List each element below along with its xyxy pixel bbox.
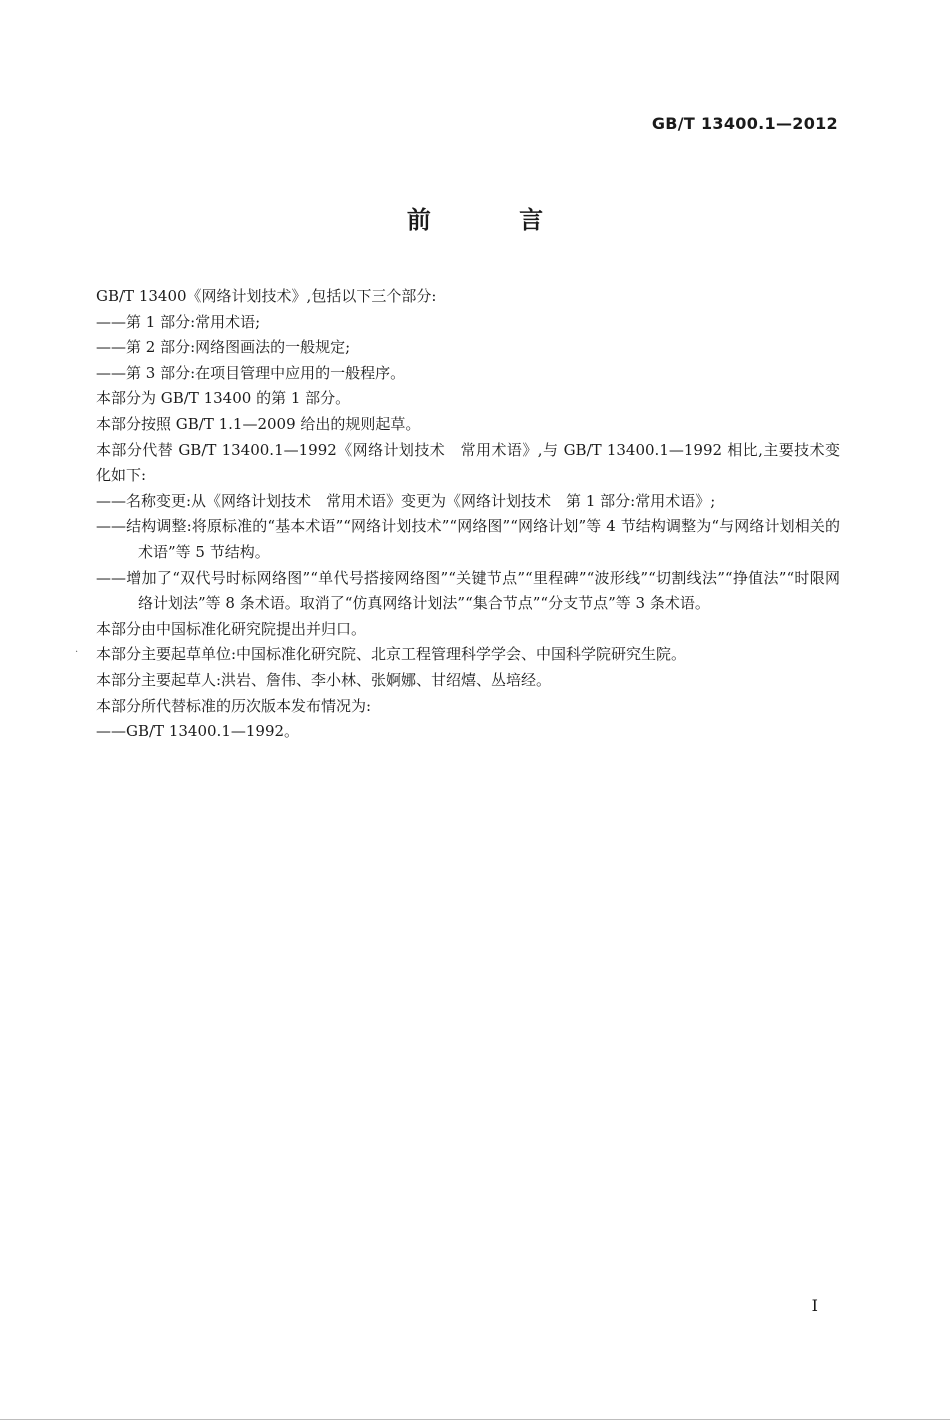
page-bottom-edge — [0, 1419, 950, 1420]
paragraph-history: 本部分所代替标准的历次版本发布情况为: — [96, 696, 372, 715]
paragraph-replacement: 本部分代替 GB/T 13400.1—1992《网络计划技术 常用术语》,与 GB/T 13400.1—1992 相比,主要技术变化如下: — [96, 440, 840, 485]
list-item-previous-edition: ——GB/T 13400.1—1992。 — [96, 722, 300, 741]
paragraph-drafters: 本部分主要起草人:洪岩、詹伟、李小林、张婀娜、甘绍熺、丛培经。 — [96, 670, 552, 689]
list-item-name-change: ——名称变更:从《网络计划技术 常用术语》变更为《网络计划技术 第 1 部分:常用术语》; — [96, 491, 716, 510]
list-item-structure-change: ——结构调整:将原标准的“基本术语”“网络计划技术”“网络图”“网络计划”等 4 节结构调整为“与网络计划相关的术语”等 5 节结构。 — [96, 517, 840, 561]
paragraph-proposer: 本部分由中国标准化研究院提出并归口。 — [96, 619, 367, 638]
paragraph-intro: GB/T 13400《网络计划技术》,包括以下三个部分: — [96, 287, 437, 305]
page-title: 前 言 — [406, 206, 584, 234]
list-item-part-2: ——第 2 部分:网络图画法的一般规定; — [96, 338, 351, 357]
list-item-part-1: ——第 1 部分:常用术语; — [96, 312, 261, 331]
standard-code: GB/T 13400.1—2012 — [651, 114, 838, 133]
foreword-body — [96, 284, 840, 745]
paragraph-drafting-units: 本部分主要起草单位:中国标准化研究院、北京工程管理科学学会、中国科学院研究生院。 — [96, 645, 687, 664]
list-item-terms-change: ——增加了“双代号时标网络图”“单代号搭接网络图”“关键节点”“里程碑”“波形线”“切割线法”“挣值法”“时限网络计划法”等 8 条术语。取消了“仿真网络计划法”“集合节点”“分支节点”等 3 条术语。 — [96, 568, 840, 613]
scan-speck: . — [75, 644, 79, 655]
paragraph-part-statement: 本部分为 GB/T 13400 的第 1 部分。 — [96, 389, 351, 408]
paragraph-drafting-rules: 本部分按照 GB/T 1.1—2009 给出的规则起草。 — [96, 414, 421, 433]
page-number: I — [811, 1296, 818, 1315]
list-item-part-3: ——第 3 部分:在项目管理中应用的一般程序。 — [96, 363, 406, 382]
